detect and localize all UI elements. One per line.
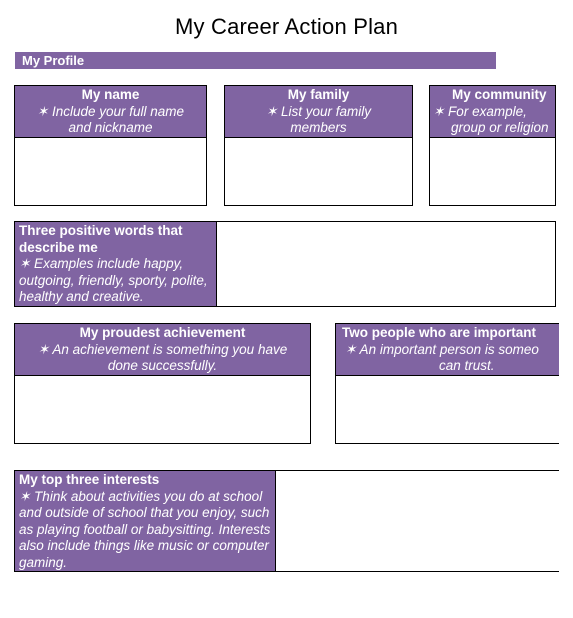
- top-interests-hint: ✶ Think about activities you do at school and outside of school that you enjoy, such as playing football or babysitting. Interests also include things like music or computer gaming.: [19, 488, 271, 570]
- proudest-achievement-hint: ✶ An achievement is something you have done successfully.: [37, 341, 288, 373]
- my-family-header: [225, 86, 412, 138]
- positive-words-box: [14, 221, 556, 307]
- my-name-heading: My name: [81, 87, 140, 102]
- important-people-hint-line2: can trust.: [439, 358, 495, 373]
- proudest-achievement-header: [15, 324, 310, 376]
- positive-words-hint: ✶ Examples include happy, outgoing, friendly, sporty, polite, healthy and creative.: [19, 256, 208, 304]
- top-interests-heading: My top three interests: [19, 472, 160, 487]
- top-interests-header: [15, 471, 276, 571]
- my-community-hint-line2: group or religion: [451, 120, 549, 135]
- my-family-hint: ✶ List your family members: [265, 103, 372, 135]
- my-name-header: [15, 86, 206, 138]
- my-name-box: [14, 85, 207, 206]
- my-community-hint-line1: ✶ For example,: [433, 103, 527, 119]
- proudest-achievement-heading: My proudest achievement: [79, 325, 246, 340]
- my-family-heading: My family: [287, 87, 350, 102]
- my-community-header: [430, 86, 555, 138]
- important-people-header: [336, 324, 559, 376]
- important-people-box: [335, 323, 559, 444]
- proudest-achievement-box: [14, 323, 311, 444]
- my-community-box: [429, 85, 556, 206]
- page-title: My Career Action Plan: [174, 14, 399, 39]
- my-family-box: [224, 85, 413, 206]
- positive-words-heading: Three positive words that describe me: [19, 223, 183, 255]
- positive-words-header: [15, 222, 217, 306]
- section-header-my-profile: My Profile: [15, 52, 496, 69]
- top-interests-box: [14, 470, 559, 572]
- my-name-hint: ✶ Include your full name and nickname: [36, 103, 185, 135]
- important-people-heading: Two people who are important: [342, 325, 537, 340]
- my-community-heading: My community: [452, 87, 547, 102]
- important-people-hint-line1: ✶ An important person is someo: [345, 341, 539, 357]
